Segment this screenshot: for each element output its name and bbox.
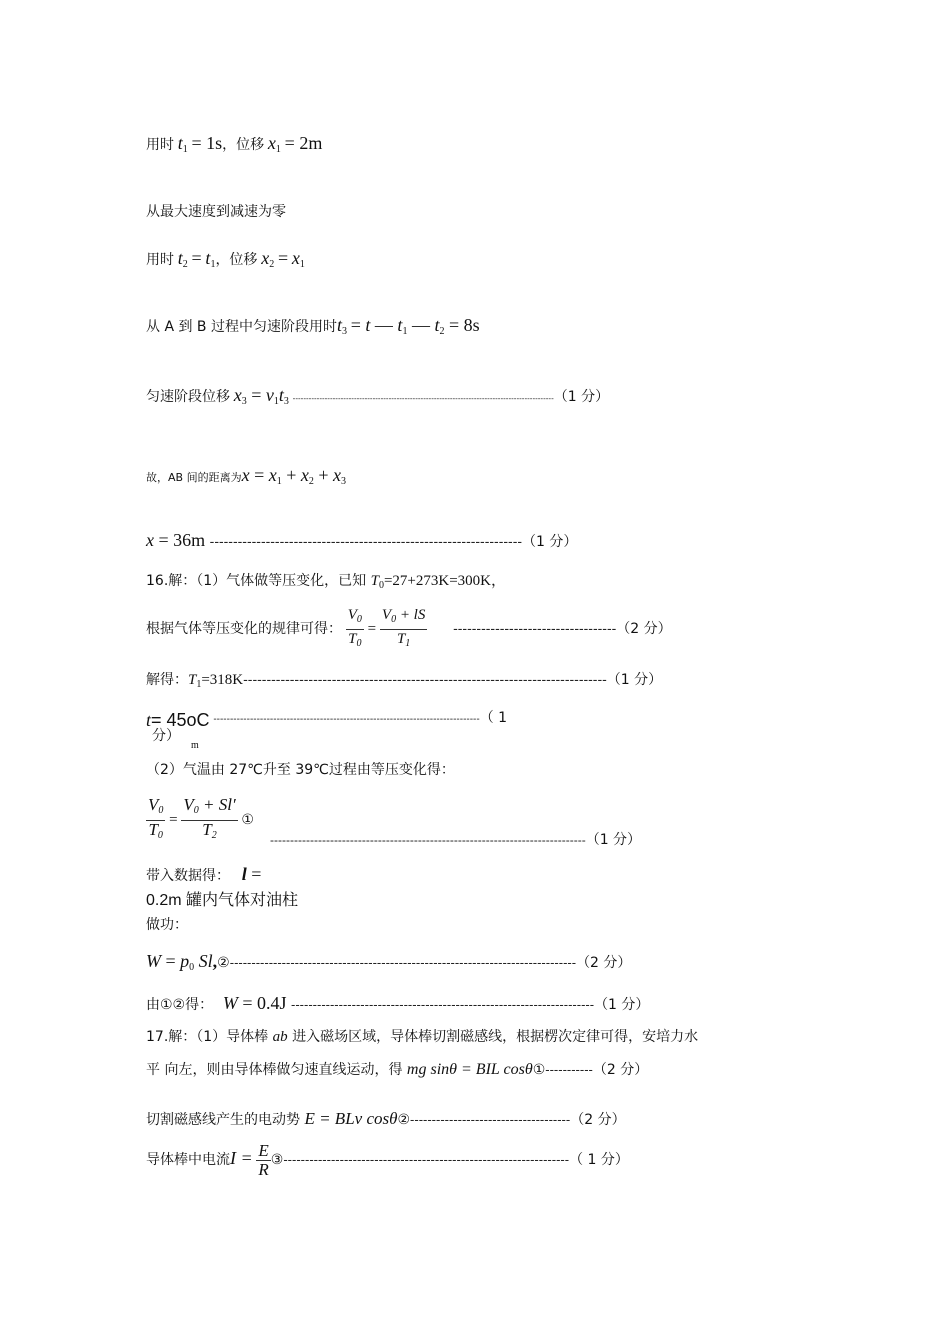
line-q16-intro: 16.解：（1）气体做等压变化，已知 $T_0=27+273K=300K$， [146,573,507,591]
line-work: 做功： [146,917,188,933]
line-time-2: 用时 $t_2 = t_1$，位移 $x_2 = x_1$ [146,248,305,270]
fraction-v0-t0: $\frac{V_0}{T_0}$ [347,607,362,649]
fraction-e-r: $\frac{E}{R}$ [258,1141,269,1179]
line-solve-t1: 解得：$T_1=318K------------------------------------------------------------------------------(1$ 分） [146,671,663,690]
line-substitute: 带入数据得： l = [146,864,262,884]
line-isobaric-2-score: -------------------------------------------------------------------------------（1 分） [270,832,642,848]
line-t-result: t= 45oC --------------------------------------------------------------------------------（ 1 [146,710,508,730]
fraction-v0sl-t2: $\frac{V_0 + Sl'}{T_2}$ [183,795,236,841]
line-work-result: 由①②得： W = 0.4J ----------------------------------------------------------------------（1 分） [146,993,650,1013]
line-emf: 切割磁感线产生的电动势 E = BLv cosθ②-------------------------------------（2 分） [146,1109,626,1128]
line-time-1: 用时 $t_1 = 1s$，位移 $x_1 = 2m$ [146,133,323,155]
line-substitute-2: 0.2m 罐内气体对油柱 [146,892,299,909]
line-work-formula: $W = p_0$ Sl,②--------------------------------------------------------------------------------（2 分） [146,951,632,973]
fraction-v0ls-t1: $\frac{V_0 + lS}{T_1}$ [381,607,426,649]
line-q17-balance: 平 向左，则由导体棒做匀速直线运动，得 mg sinθ = BIL cosθ①-----------（2 分） [146,1061,649,1078]
fraction-v0-t0-b: $\frac{V_0}{T_0}$ [148,795,164,841]
line-current: 导体棒中电流I = $\frac{E}{R}$ ③------------------------------------------------------------------（ 1 分） [146,1141,629,1179]
line-uniform-disp: 匀速阶段位移 $x_3 = v_1t_3$ --------------------------------------------------------------------------------------------------（1 分） [146,385,610,407]
line-uniform-time: 从 A 到 B 过程中匀速阶段用时$t_3 = t$ — $t_1$ — $t_2 = 8s$ [146,315,480,337]
line-ab-distance: 故，AB 间的距离为$x = x_1 + x_2 + x_3$ [146,465,347,487]
score-fragment: 分） [152,728,180,744]
line-q16-part2: （2）气温由 27℃升至 39℃过程由等压变化得： [146,762,455,778]
line-x-result: x = 36m -------------------------------------------------------------------（1 分） [146,530,578,550]
line-decel: 从最大速度到减速为零 [146,204,286,220]
line-isobaric-2: $\frac{V_0}{T_0}$ = $\frac{V_0 + Sl'}{T_2}$ ① [146,796,254,845]
line-q17-intro: 17.解：（1）导体棒 ab 进入磁场区域，导体棒切割磁感线，根据楞次定律可得，安培力水 [146,1029,699,1045]
unit-fragment: m [191,740,199,751]
line-isobaric-law: 根据气体等压变化的规律可得： $\frac{V_0}{T_0}$ = $\frac{V_0 + lS}{T_1}$ -----------------------------------（2 分） [146,606,672,653]
